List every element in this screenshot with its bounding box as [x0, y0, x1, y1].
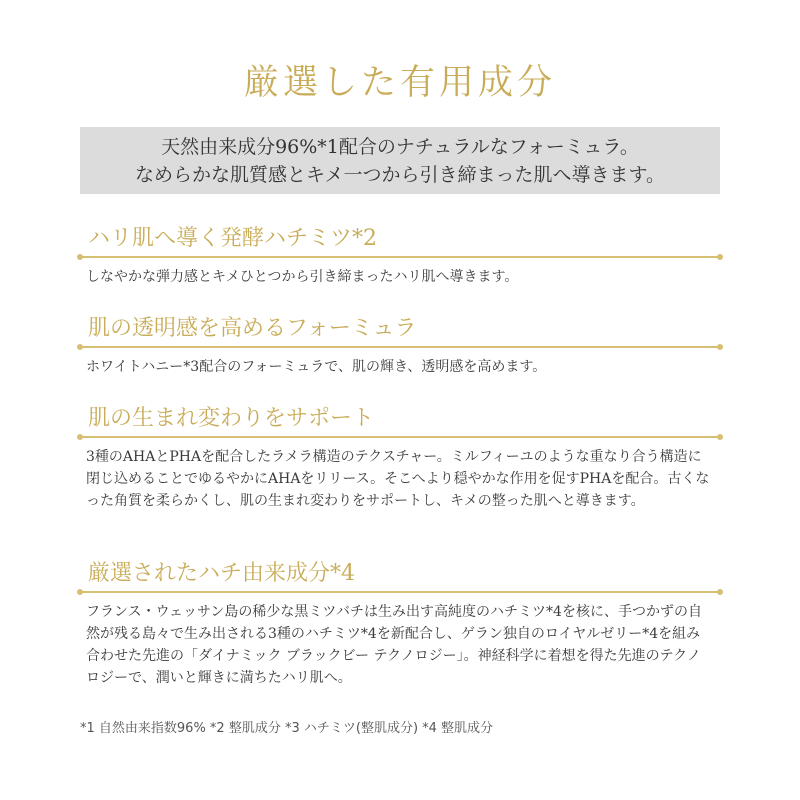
- section-body: ホワイトハニー*3配合のフォーミュラで、肌の輝き、透明感を高めます。: [86, 359, 547, 375]
- gold-divider: [80, 256, 720, 258]
- section-body: フランス・ウェッサン島の稀少な黒ミツバチは生み出す高純度のハチミツ*4を核に、手つかずの自然が残る島々で生み出される3種のハチミツ*4を新配合し、ゲラン独自のロイヤルゼリー*4を組み合わせた先進の「ダイナミック ブラックビー テクノロジー」。神経科学に着想を得た先進のテクノロジーで、潤いと輝きに満ちたハリ肌へ。: [86, 604, 702, 686]
- section-heading: 肌の生まれ変わりをサポート: [88, 406, 375, 431]
- gold-divider: [80, 346, 720, 348]
- gold-divider: [80, 436, 720, 438]
- section-fermented-honey: [80, 222, 720, 288]
- intro-box: [80, 127, 720, 194]
- intro-line-1: 天然由来成分96%*1配合のナチュラルなフォーミュラ。: [161, 136, 639, 158]
- section-transparency: [80, 312, 720, 378]
- gold-divider: [80, 591, 720, 593]
- section-renewal: [80, 402, 720, 512]
- section-heading: 肌の透明感を高めるフォーミュラ: [88, 316, 417, 341]
- intro-line-2: なめらかな肌質感とキメ一つから引き締まった肌へ導きます。: [134, 164, 666, 186]
- page-title: 厳選した有用成分: [243, 63, 556, 103]
- section-heading: ハリ肌へ導く発酵ハチミツ*2: [88, 226, 377, 251]
- section-bee-ingredients: [80, 557, 720, 689]
- footnote: *1 自然由来指数96% *2 整肌成分 *3 ハチミツ(整肌成分) *4 整肌成分: [80, 721, 494, 736]
- section-heading: 厳選されたハチ由来成分*4: [88, 561, 355, 586]
- section-body: 3種のAHAとPHAを配合したラメラ構造のテクスチャー。ミルフィーユのような重なり合う構造に閉じ込めることでゆるやかにAHAをリリース。そこへより穏やかな作用を促すPHAを配合。古くなった角質を柔らかくし、肌の生まれ変わりをサポートし、キメの整った肌へと導きます。: [86, 449, 710, 509]
- section-body: しなやかな弾力感とキメひとつから引き締まったハリ肌へ導きます。: [86, 269, 519, 285]
